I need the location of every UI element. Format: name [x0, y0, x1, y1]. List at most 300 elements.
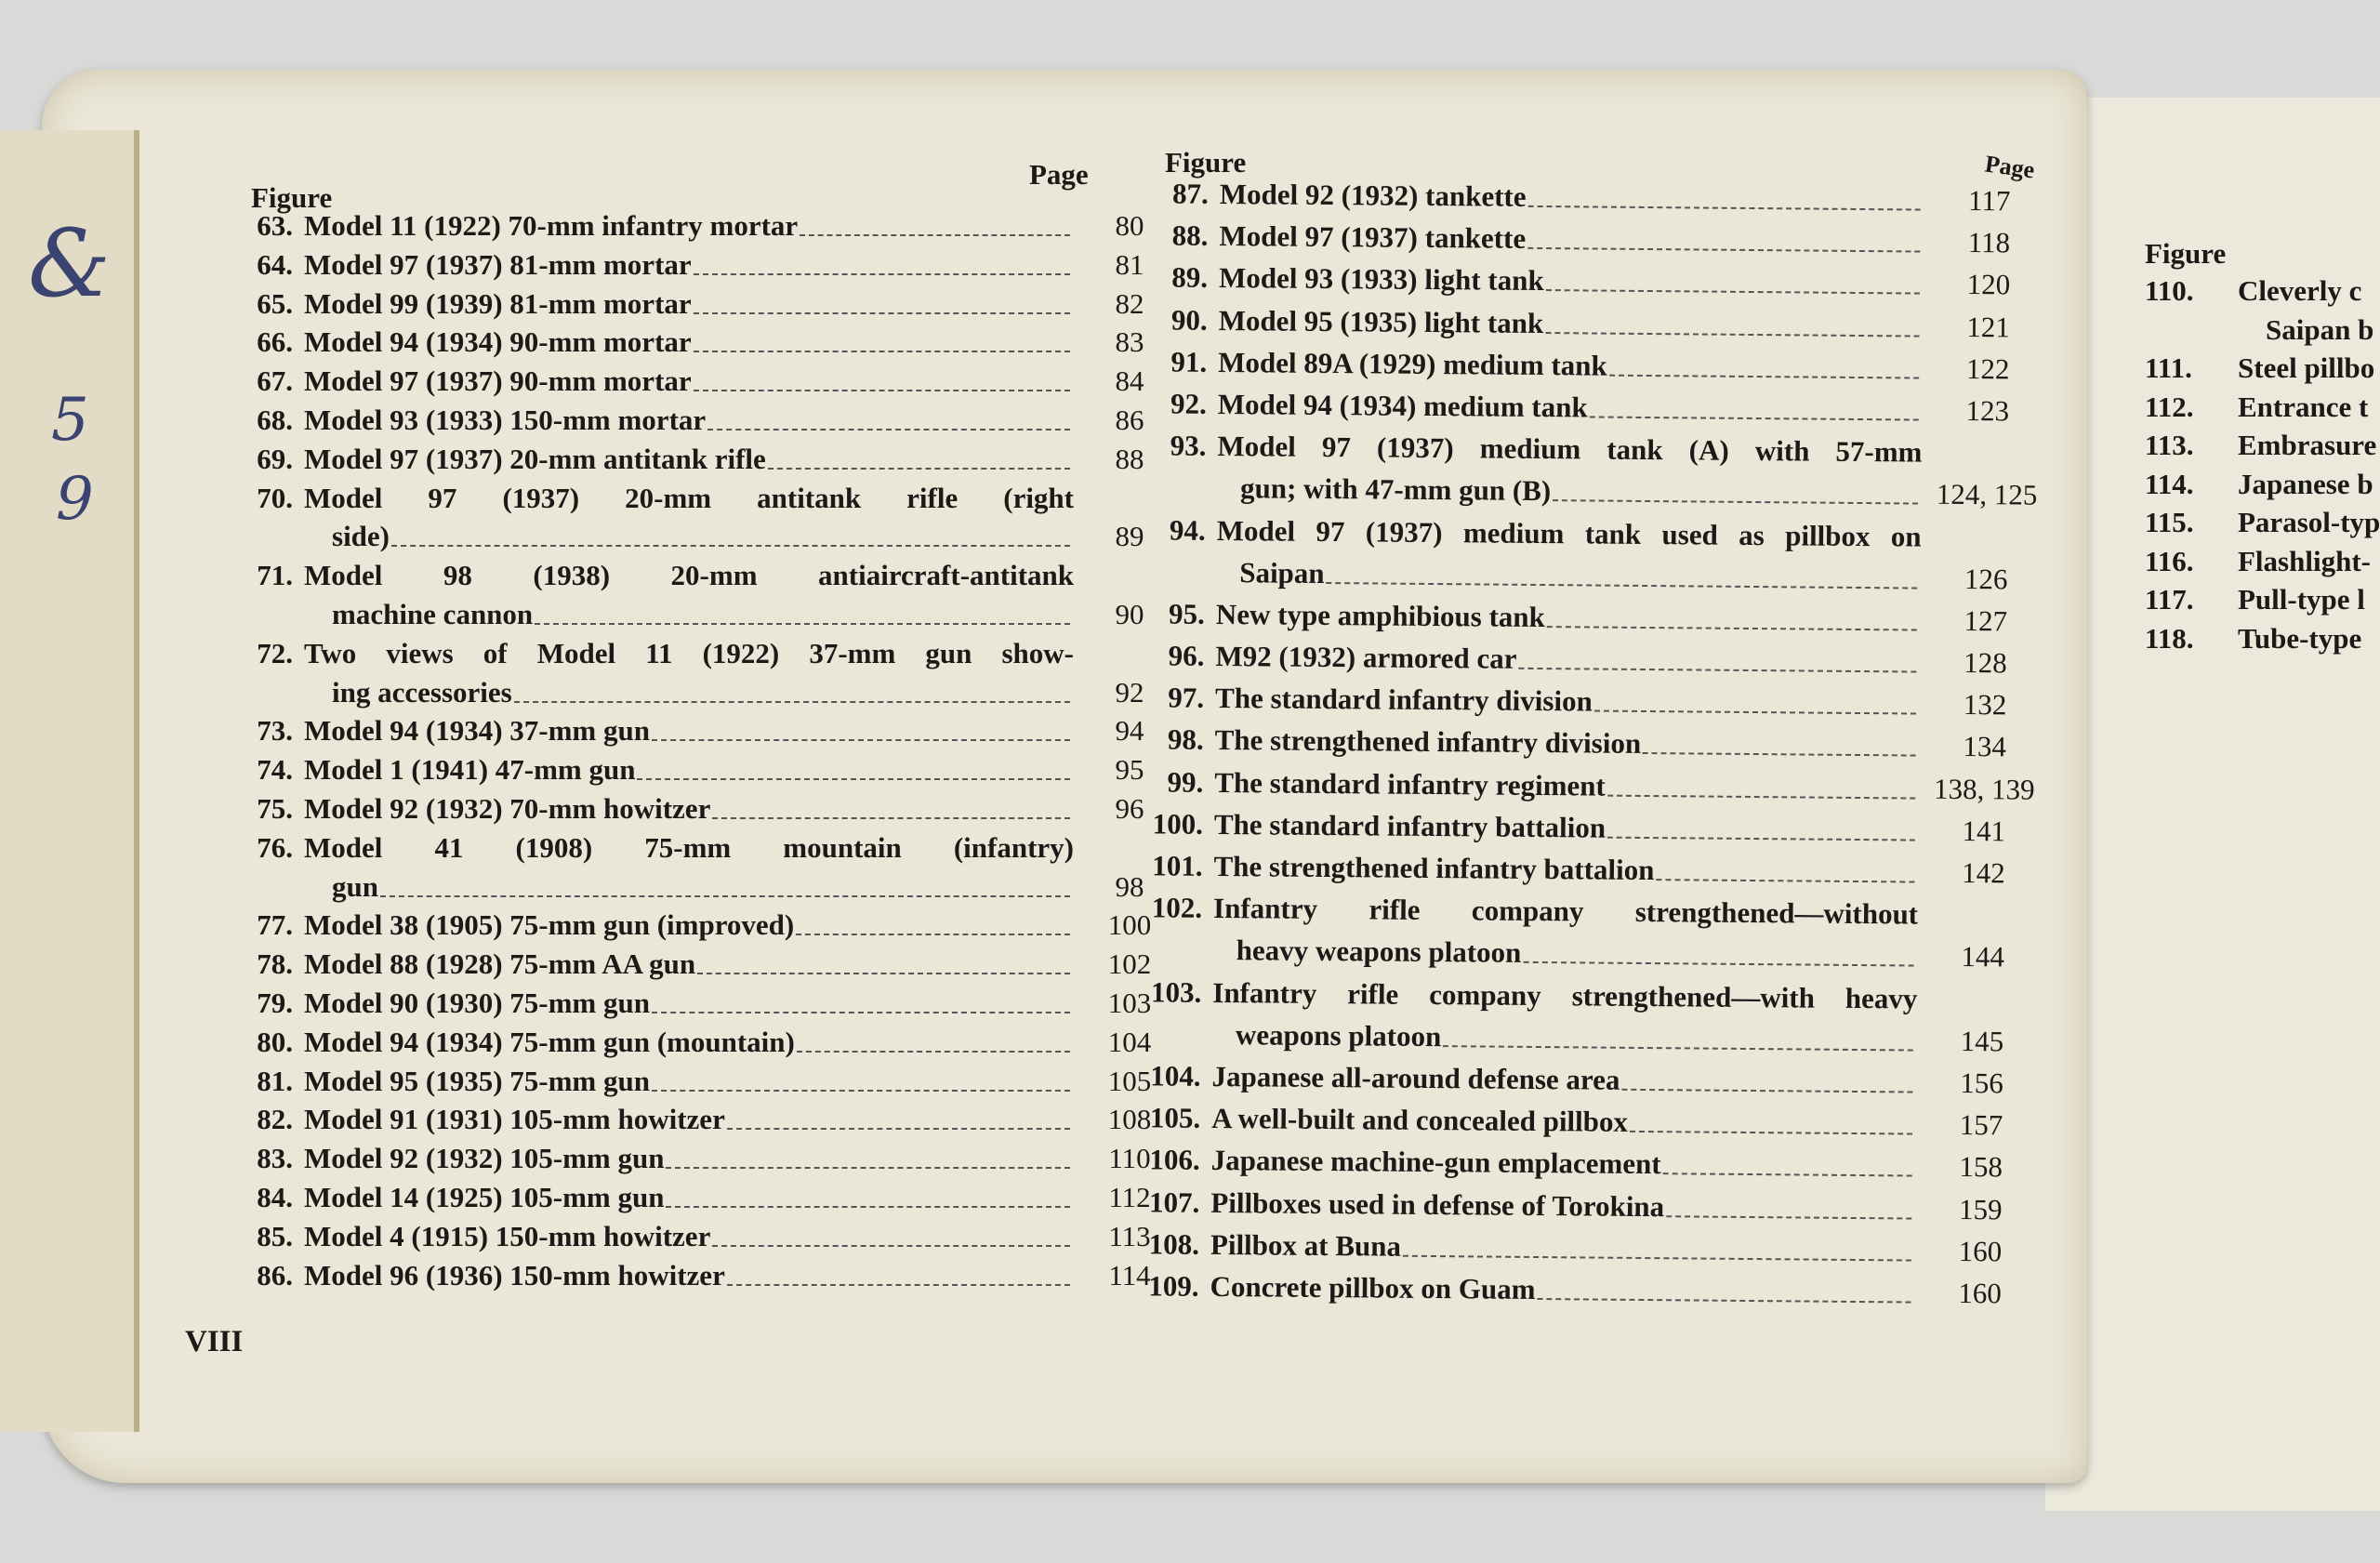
figure-title-leader	[304, 987, 1074, 1020]
next-page-entry	[2145, 545, 2380, 584]
figure-title-leader	[304, 792, 1074, 826]
page-number-ref: 84	[1115, 364, 1144, 398]
page-number-ref: 113	[1108, 1219, 1151, 1252]
figure-title: Japanese machine-gun emplacement	[1210, 1144, 1661, 1181]
figure-number: 63.	[257, 209, 293, 242]
dotted-leader	[1607, 811, 1915, 841]
left-page-label: Page	[1029, 158, 1089, 191]
figure-entry	[218, 947, 1185, 987]
page-number-ref: 112	[1108, 1180, 1151, 1213]
figure-number: 100.	[1152, 807, 1204, 841]
figure-entry	[218, 753, 1185, 792]
dotted-leader	[1643, 727, 1916, 757]
figure-title: Parasol-typ	[2238, 506, 2380, 538]
figure-title: Model 94 (1934) 37-mm gun	[304, 714, 650, 748]
figure-title-leader	[304, 1181, 1074, 1214]
figure-entry	[218, 908, 1185, 947]
figure-title: Model 92 (1932) 70-mm howitzer	[304, 791, 711, 825]
next-page-entry	[2145, 429, 2380, 468]
page-number-ref: 104	[1107, 1025, 1152, 1058]
page-number-ref: 103	[1107, 986, 1152, 1019]
figure-entry	[218, 1181, 1185, 1220]
dotted-leader	[694, 325, 1070, 352]
dotted-leader	[796, 908, 1070, 935]
figure-title-leader	[1214, 766, 1919, 806]
figure-number: 66.	[257, 325, 293, 359]
figure-number: 79.	[257, 986, 293, 1019]
figure-title: Infantry rifle company strengthened—with heavy	[1212, 975, 1918, 1015]
figure-title: Entrance t	[2238, 390, 2369, 423]
figure-title: Model 88 (1928) 75-mm AA gun	[304, 947, 696, 981]
figure-title-leader	[304, 1103, 1074, 1136]
dotted-leader	[727, 1259, 1070, 1286]
figure-title-leader	[1239, 556, 1921, 595]
page-number-ref: 159	[1958, 1192, 2003, 1225]
next-page-entry	[2145, 351, 2380, 391]
dotted-leader	[666, 1181, 1070, 1208]
figure-number: 78.	[257, 947, 293, 981]
page-number-ref: 98	[1115, 869, 1144, 903]
left-figure-label: Figure	[251, 181, 333, 214]
figure-title-leader	[332, 676, 1074, 709]
figure-title: Model 90 (1930) 75-mm gun	[304, 986, 650, 1019]
figure-title-leader	[304, 209, 1074, 243]
figure-entry	[218, 637, 1185, 676]
figure-number: 111.	[2145, 351, 2192, 384]
figure-number: 64.	[257, 247, 293, 281]
dotted-leader	[1537, 1273, 1911, 1304]
figure-title-leader	[304, 248, 1074, 282]
figure-title: Model 95 (1935) light tank	[1218, 303, 1544, 339]
figure-title-leader	[1218, 346, 1923, 386]
dotted-leader	[727, 1103, 1070, 1130]
figure-number: 85.	[257, 1219, 293, 1252]
figure-title: Infantry rifle company strengthened—without	[1212, 892, 1919, 931]
dotted-leader	[652, 714, 1070, 741]
figure-title: The standard infantry battalion	[1213, 807, 1606, 844]
figure-title: Model 11 (1922) 70-mm infantry mortar	[304, 209, 799, 242]
figure-number: 101.	[1152, 849, 1203, 882]
figure-number: 80.	[257, 1025, 293, 1058]
page-number-ref: 158	[1959, 1150, 2003, 1184]
dotted-leader	[666, 1142, 1070, 1169]
page-number-ref: 120	[1966, 268, 2011, 301]
figure-title-leader	[1219, 219, 1924, 259]
figure-number: 96.	[1168, 639, 1205, 672]
dotted-leader	[535, 598, 1070, 625]
page-spacer	[1922, 462, 2052, 463]
figure-number: 83.	[257, 1142, 293, 1175]
page-number-ref: 89	[1115, 520, 1144, 553]
page-number-ref: 90	[1115, 597, 1144, 630]
figure-title: Concrete pillbox on Guam	[1210, 1269, 1536, 1305]
figure-title: Model 97 (1937) medium tank (A) with 57-mm	[1217, 430, 1923, 469]
dotted-leader	[1656, 854, 1914, 882]
figure-title-leader	[1214, 808, 1919, 848]
figure-title-continued: machine cannon	[332, 597, 534, 630]
figure-title: Flashlight-	[2238, 544, 2371, 577]
figure-title-leader	[1215, 723, 1920, 763]
figure-number: 88.	[1171, 219, 1209, 253]
figure-title: The strengthened infantry battalion	[1213, 849, 1655, 887]
dotted-leader	[391, 520, 1070, 547]
page-number-ref: 127	[1964, 603, 2008, 638]
dotted-leader	[1594, 685, 1917, 715]
figure-number: 98.	[1167, 722, 1204, 757]
figure-entry	[218, 1259, 1185, 1298]
right-page-label: Page	[1983, 150, 2037, 184]
figure-entry	[218, 209, 1185, 248]
indent	[1112, 581, 1239, 582]
figure-title: Model 97 (1937) 20-mm antitank rifle (right	[304, 481, 1074, 514]
figure-entry	[218, 831, 1185, 870]
figure-title: Model 1 (1941) 47-mm gun	[304, 753, 636, 787]
figure-title: Model 95 (1935) 75-mm gun	[304, 1064, 650, 1097]
figure-number: 110.	[2145, 274, 2194, 307]
page-number-ref: 108	[1107, 1103, 1152, 1136]
figure-title-continued: ing accessories	[332, 675, 512, 709]
figure-entry	[1105, 1269, 2044, 1319]
dotted-leader	[1403, 1229, 1911, 1261]
dotted-leader	[1553, 474, 1918, 504]
page-number-ref: 128	[1964, 646, 2007, 680]
figure-title: Embrasure	[2238, 429, 2377, 461]
figure-title-leader	[1219, 261, 1924, 301]
dotted-leader	[1663, 1147, 1912, 1176]
page-number: VIII	[185, 1325, 244, 1358]
figure-number: 106.	[1149, 1143, 1200, 1177]
figure-number: 89.	[1171, 260, 1209, 295]
dotted-leader	[1527, 180, 1920, 211]
figure-entry-continuation	[218, 520, 1185, 559]
figure-entry	[218, 559, 1185, 598]
figure-title-leader	[1211, 1102, 1916, 1142]
figure-number: 81.	[257, 1064, 293, 1097]
figure-title-leader	[1211, 1060, 1916, 1100]
figure-title-leader	[304, 753, 1074, 787]
figure-entry	[218, 248, 1185, 287]
figure-entry	[218, 1065, 1185, 1104]
figure-number: 84.	[257, 1180, 293, 1213]
figure-title-leader	[304, 443, 1074, 476]
figure-number: 97.	[1168, 681, 1205, 715]
figure-title: Model 97 (1937) medium tank used as pillbox on	[1216, 513, 1922, 553]
figure-title: Japanese b	[2238, 467, 2373, 500]
figure-title-leader	[1210, 1228, 1915, 1268]
figure-number: 116.	[2145, 544, 2194, 577]
figure-number: 95.	[1168, 597, 1206, 630]
figure-title: Model 96 (1936) 150-mm howitzer	[304, 1258, 725, 1291]
figure-title-leader	[332, 870, 1074, 904]
figure-entry	[218, 987, 1185, 1026]
page-number-ref: 142	[1962, 855, 2005, 890]
figure-entry	[218, 443, 1185, 482]
page-spacer	[1922, 546, 2052, 547]
figure-title: Pillboxes used in defense of Torokina	[1210, 1185, 1665, 1223]
page-number-ref: 124, 125	[1936, 478, 2038, 511]
page-number-ref: 83	[1115, 325, 1144, 359]
figure-entry	[218, 1220, 1185, 1259]
figure-title: Saipan b	[2266, 312, 2374, 346]
figure-title-leader	[1213, 850, 1918, 890]
page-spacer	[1918, 924, 2048, 925]
figure-title: Model 97 (1937) tankette	[1219, 219, 1527, 256]
figure-title: Model 93 (1933) 150-mm mortar	[304, 403, 707, 436]
figure-title-leader	[1215, 682, 1920, 722]
figure-entry	[218, 1142, 1185, 1181]
dotted-leader	[1621, 1064, 1912, 1093]
figure-title: Model 94 (1934) medium tank	[1217, 387, 1588, 424]
figure-title-continued: heavy weapons platoon	[1236, 934, 1522, 970]
figure-number: 73.	[257, 714, 293, 748]
figure-title: Model 97 (1937) 90-mm mortar	[304, 364, 692, 398]
dotted-leader	[1607, 769, 1916, 799]
page-number-ref: 82	[1115, 286, 1144, 320]
next-page-entry	[2145, 274, 2380, 313]
dotted-leader	[1527, 222, 1920, 253]
figure-title: Steel pillbo	[2238, 351, 2375, 384]
dotted-leader	[707, 404, 1070, 430]
figure-title: Model 94 (1934) 75-mm gun (mountain)	[304, 1025, 795, 1058]
figure-title: Tube-type	[2238, 621, 2362, 655]
page-number-ref: 86	[1115, 403, 1144, 436]
dotted-leader	[712, 792, 1070, 819]
figure-number: 65.	[257, 286, 293, 320]
figure-number: 107.	[1148, 1185, 1200, 1219]
right-figure-label: Figure	[1165, 146, 1247, 179]
figure-title: Pull-type l	[2238, 583, 2365, 616]
figure-entry-continuation	[218, 870, 1185, 909]
next-page-entry	[2145, 583, 2380, 622]
next-page-entry	[2145, 622, 2380, 661]
figure-number: 70.	[257, 481, 293, 514]
figure-title: A well-built and concealed pillbox	[1211, 1102, 1629, 1138]
dotted-leader	[1590, 391, 1919, 420]
figure-title-leader	[1210, 1270, 1914, 1310]
figure-title-leader	[304, 404, 1074, 437]
figure-title-leader	[332, 520, 1074, 553]
dotted-leader	[697, 947, 1070, 974]
page-number-ref: 160	[1958, 1234, 2003, 1268]
figure-title: Model 91 (1931) 105-mm howitzer	[304, 1103, 725, 1136]
figure-title-leader	[1240, 471, 1922, 510]
page-number-ref: 80	[1115, 209, 1144, 242]
next-page-entry	[2145, 313, 2380, 352]
figure-title: Model 94 (1934) 90-mm mortar	[304, 325, 692, 359]
dotted-leader	[1518, 642, 1916, 673]
figure-number: 113.	[2145, 429, 2194, 461]
page-number-ref: 122	[1965, 351, 2010, 386]
page-number-ref: 141	[1962, 814, 2006, 848]
figure-number: 71.	[257, 559, 293, 592]
figure-title-leader	[304, 1065, 1074, 1098]
figure-title: Model 98 (1938) 20-mm antiaircraft-antitank	[304, 559, 1074, 592]
figure-title-continued: gun; with 47-mm gun (B)	[1239, 471, 1552, 508]
figure-entry	[218, 1103, 1185, 1142]
page-number-ref: 145	[1960, 1024, 2004, 1058]
handwritten-mark: &	[28, 209, 112, 318]
figure-title: Two views of Model 11 (1922) 37-mm gun show-	[304, 636, 1074, 669]
figure-title-leader	[1220, 178, 1924, 218]
next-page	[2045, 98, 2380, 1511]
dotted-leader	[652, 987, 1070, 1013]
figure-title-leader	[304, 714, 1074, 748]
dotted-leader	[1545, 307, 1920, 338]
figure-number: 72.	[257, 636, 293, 669]
book-page	[42, 70, 2087, 1483]
figure-title-leader	[304, 325, 1074, 359]
right-figure-list	[1105, 177, 2055, 1319]
dotted-leader	[694, 364, 1070, 391]
dotted-leader	[1630, 1106, 1912, 1135]
figure-number: 91.	[1170, 345, 1208, 378]
figure-title: Model 14 (1925) 105-mm gun	[304, 1180, 665, 1213]
underlying-left-page	[0, 130, 139, 1432]
figure-title-leader	[1218, 304, 1923, 344]
figure-entry	[218, 714, 1185, 753]
figure-title: Model 99 (1939) 81-mm mortar	[304, 286, 692, 320]
figure-title: Model 92 (1932) tankette	[1219, 177, 1527, 213]
figure-number: 90.	[1170, 303, 1208, 337]
page-number-ref: 138, 139	[1933, 772, 2035, 806]
dotted-leader	[652, 1065, 1070, 1092]
figure-title-leader	[304, 287, 1074, 321]
dotted-leader	[1547, 601, 1917, 630]
figure-number: 117.	[2145, 583, 2194, 616]
dotted-leader	[1609, 349, 1920, 378]
figure-title: Model 4 (1915) 150-mm howitzer	[304, 1219, 711, 1252]
figure-number: 115.	[2145, 506, 2194, 538]
figure-title: Model 97 (1937) 81-mm mortar	[304, 247, 692, 281]
page-number-ref: 95	[1115, 753, 1144, 787]
figure-entry	[218, 1026, 1185, 1065]
figure-entry	[218, 482, 1185, 521]
dotted-leader	[1523, 936, 1914, 967]
figure-title-leader	[1210, 1185, 1915, 1225]
figure-title-leader	[304, 364, 1074, 398]
figure-entry	[218, 364, 1185, 404]
page-number-ref: 156	[1960, 1066, 2003, 1100]
figure-title: Model 38 (1905) 75-mm gun (improved)	[304, 908, 795, 942]
figure-entry-continuation	[218, 676, 1185, 715]
figure-title-leader	[1211, 1144, 1916, 1184]
figure-title: The standard infantry regiment	[1214, 765, 1606, 802]
dotted-leader	[1443, 1020, 1913, 1051]
figure-number: 118.	[2145, 621, 2194, 655]
page-number-ref: 92	[1115, 675, 1144, 709]
figure-title-leader	[304, 908, 1074, 942]
figure-number: 103.	[1150, 974, 1202, 1009]
dotted-leader	[800, 209, 1070, 236]
figure-title-continued: weapons platoon	[1235, 1017, 1442, 1053]
page-number-ref: 126	[1964, 562, 2008, 596]
page-number-ref: 118	[1967, 226, 2011, 259]
page-number-ref: 114	[1108, 1258, 1151, 1291]
figure-title-continued: Saipan	[1239, 555, 1325, 589]
dotted-leader	[1546, 264, 1921, 295]
dotted-leader	[514, 676, 1070, 703]
figure-number: 82.	[257, 1103, 293, 1136]
page-number-ref: 132	[1963, 688, 2007, 722]
figure-entry	[218, 792, 1185, 831]
figure-entry-continuation	[218, 598, 1185, 637]
indent	[1109, 959, 1236, 960]
figure-title-leader	[304, 947, 1074, 981]
dotted-leader	[694, 248, 1070, 275]
page-spacer	[1917, 1008, 2047, 1009]
figure-title-leader	[1236, 1018, 1917, 1057]
figure-number: 86.	[257, 1258, 293, 1291]
page-number-ref: 100	[1107, 908, 1152, 942]
left-figure-list	[218, 209, 1185, 1297]
dotted-leader	[1327, 557, 1918, 589]
figure-title: Model 93 (1933) light tank	[1218, 261, 1544, 298]
figure-title-continued: side)	[332, 520, 390, 553]
figure-number: 114.	[2145, 467, 2194, 500]
page-number-ref: 121	[1966, 310, 2011, 343]
figure-title: M92 (1932) armored car	[1215, 640, 1517, 675]
next-page-entry	[2145, 391, 2380, 430]
figure-number: 76.	[257, 830, 293, 864]
figure-number: 77.	[257, 908, 293, 942]
handwritten-mark: 9	[56, 465, 94, 534]
handwritten-mark: 5	[51, 386, 89, 455]
figure-title-leader	[1215, 640, 1920, 680]
page-number-ref: 144	[1961, 940, 2005, 974]
figure-number: 102.	[1151, 891, 1203, 925]
page-number-ref: 157	[1959, 1108, 2003, 1142]
dotted-leader	[694, 287, 1070, 314]
dotted-leader	[768, 443, 1070, 470]
figure-title-leader	[332, 598, 1074, 631]
page-number-ref: 88	[1115, 442, 1144, 475]
figure-title: Model 89A (1929) medium tank	[1218, 345, 1607, 382]
dotted-leader	[797, 1026, 1070, 1053]
next-page-entry	[2145, 506, 2380, 545]
page-number-ref: 81	[1115, 247, 1144, 281]
page-number-ref: 117	[1967, 184, 2011, 218]
figure-title-leader	[304, 1259, 1074, 1292]
figure-title: Model 41 (1908) 75-mm mountain (infantry)	[304, 830, 1074, 864]
figure-title: Cleverly c	[2238, 274, 2362, 307]
next-page-list	[2145, 274, 2380, 660]
figure-number: 87.	[1171, 177, 1209, 210]
figure-title: The standard infantry division	[1214, 682, 1593, 718]
figure-title: Model 92 (1932) 105-mm gun	[304, 1142, 665, 1175]
figure-number: 108.	[1148, 1227, 1200, 1261]
figure-title-leader	[304, 1026, 1074, 1059]
figure-number: 92.	[1170, 387, 1208, 420]
figure-title: Japanese all-around defense area	[1211, 1059, 1620, 1096]
figure-number: 109.	[1148, 1269, 1199, 1303]
figure-number: 69.	[257, 442, 293, 475]
figure-title: Model 97 (1937) 20-mm antitank rifle	[304, 442, 766, 475]
page-number-ref: 105	[1107, 1064, 1152, 1097]
page-number-ref: 134	[1963, 730, 2007, 763]
figure-title-leader	[304, 1142, 1074, 1175]
figure-title-continued: gun	[332, 869, 378, 903]
figure-number: 67.	[257, 364, 293, 398]
page-number-ref: 102	[1107, 947, 1152, 981]
dotted-leader	[712, 1220, 1070, 1247]
figure-title-leader	[1216, 598, 1921, 638]
figure-number: 68.	[257, 403, 293, 436]
figure-title-leader	[1218, 388, 1923, 428]
dotted-leader	[637, 753, 1070, 780]
figure-number: 94.	[1169, 513, 1206, 547]
page-number-ref: 96	[1115, 791, 1144, 825]
figure-number: 74.	[257, 753, 293, 787]
